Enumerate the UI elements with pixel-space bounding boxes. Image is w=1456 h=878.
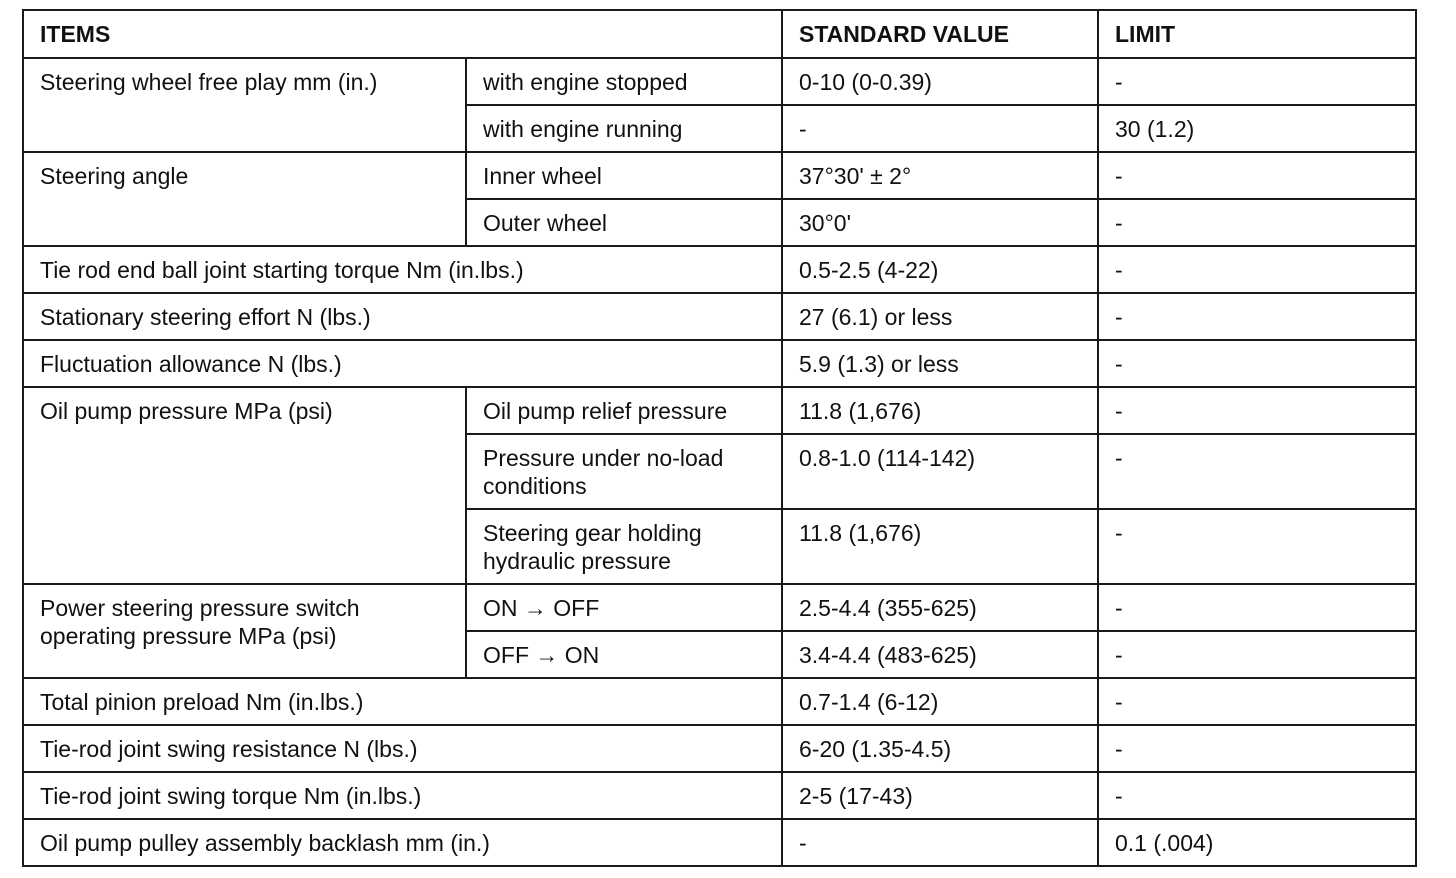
item-cell: Stationary steering effort N (lbs.) <box>23 293 782 340</box>
standard-value-cell: 0.5-2.5 (4-22) <box>782 246 1098 293</box>
table-row <box>23 246 1416 293</box>
sub-item-cell: Pressure under no-load conditions <box>466 434 782 509</box>
table-row <box>23 819 1416 866</box>
limit-cell: 0.1 (.004) <box>1098 819 1416 866</box>
sub-item-cell: ON → OFF <box>466 584 782 631</box>
table-row <box>23 678 1416 725</box>
limit-cell: - <box>1098 678 1416 725</box>
limit-cell: - <box>1098 584 1416 631</box>
header-standard-value: STANDARD VALUE <box>782 10 1098 58</box>
limit-cell: 30 (1.2) <box>1098 105 1416 152</box>
sub-item-cell: OFF → ON <box>466 631 782 678</box>
sub-item-cell: Steering gear holding hydraulic pressure <box>466 509 782 584</box>
standard-value-cell: 11.8 (1,676) <box>782 509 1098 584</box>
table-row <box>23 725 1416 772</box>
table-row <box>23 772 1416 819</box>
limit-cell: - <box>1098 340 1416 387</box>
limit-cell: - <box>1098 509 1416 584</box>
item-cell: Power steering pressure switch operating pressure MPa (psi) <box>23 584 466 678</box>
standard-value-cell: 30°0' <box>782 199 1098 246</box>
header-items: ITEMS <box>23 10 782 58</box>
limit-cell: - <box>1098 387 1416 434</box>
table-row <box>23 340 1416 387</box>
sub-item-cell: Outer wheel <box>466 199 782 246</box>
item-cell: Steering wheel free play mm (in.) <box>23 58 466 152</box>
standard-value-cell: 5.9 (1.3) or less <box>782 340 1098 387</box>
limit-cell: - <box>1098 631 1416 678</box>
limit-cell: - <box>1098 152 1416 199</box>
limit-cell: - <box>1098 58 1416 105</box>
limit-cell: - <box>1098 293 1416 340</box>
sub-item-cell: Inner wheel <box>466 152 782 199</box>
sub-item-cell: with engine running <box>466 105 782 152</box>
standard-value-cell: - <box>782 819 1098 866</box>
table-row <box>23 387 1416 434</box>
standard-value-cell: 11.8 (1,676) <box>782 387 1098 434</box>
limit-cell: - <box>1098 199 1416 246</box>
standard-value-cell: 0-10 (0-0.39) <box>782 58 1098 105</box>
standard-value-cell: - <box>782 105 1098 152</box>
standard-value-cell: 27 (6.1) or less <box>782 293 1098 340</box>
standard-value-cell: 2.5-4.4 (355-625) <box>782 584 1098 631</box>
table-row <box>23 584 1416 631</box>
standard-value-cell: 2-5 (17-43) <box>782 772 1098 819</box>
item-cell: Fluctuation allowance N (lbs.) <box>23 340 782 387</box>
item-cell: Steering angle <box>23 152 466 246</box>
standard-value-cell: 0.7-1.4 (6-12) <box>782 678 1098 725</box>
sub-item-cell: with engine stopped <box>466 58 782 105</box>
table-row <box>23 293 1416 340</box>
standard-value-cell: 37°30' ± 2° <box>782 152 1098 199</box>
header-row <box>23 10 1416 58</box>
item-cell: Oil pump pulley assembly backlash mm (in.) <box>23 819 782 866</box>
item-cell: Oil pump pressure MPa (psi) <box>23 387 466 584</box>
standard-value-cell: 3.4-4.4 (483-625) <box>782 631 1098 678</box>
limit-cell: - <box>1098 434 1416 509</box>
sub-item-cell: Oil pump relief pressure <box>466 387 782 434</box>
standard-value-cell: 0.8-1.0 (114-142) <box>782 434 1098 509</box>
standard-value-cell: 6-20 (1.35-4.5) <box>782 725 1098 772</box>
header-limit: LIMIT <box>1098 10 1416 58</box>
table-row <box>23 58 1416 105</box>
limit-cell: - <box>1098 725 1416 772</box>
table-row <box>23 152 1416 199</box>
limit-cell: - <box>1098 246 1416 293</box>
item-cell: Tie-rod joint swing torque Nm (in.lbs.) <box>23 772 782 819</box>
item-cell: Tie-rod joint swing resistance N (lbs.) <box>23 725 782 772</box>
limit-cell: - <box>1098 772 1416 819</box>
specification-table <box>22 9 1417 867</box>
item-cell: Total pinion preload Nm (in.lbs.) <box>23 678 782 725</box>
item-cell: Tie rod end ball joint starting torque Nm (in.lbs.) <box>23 246 782 293</box>
